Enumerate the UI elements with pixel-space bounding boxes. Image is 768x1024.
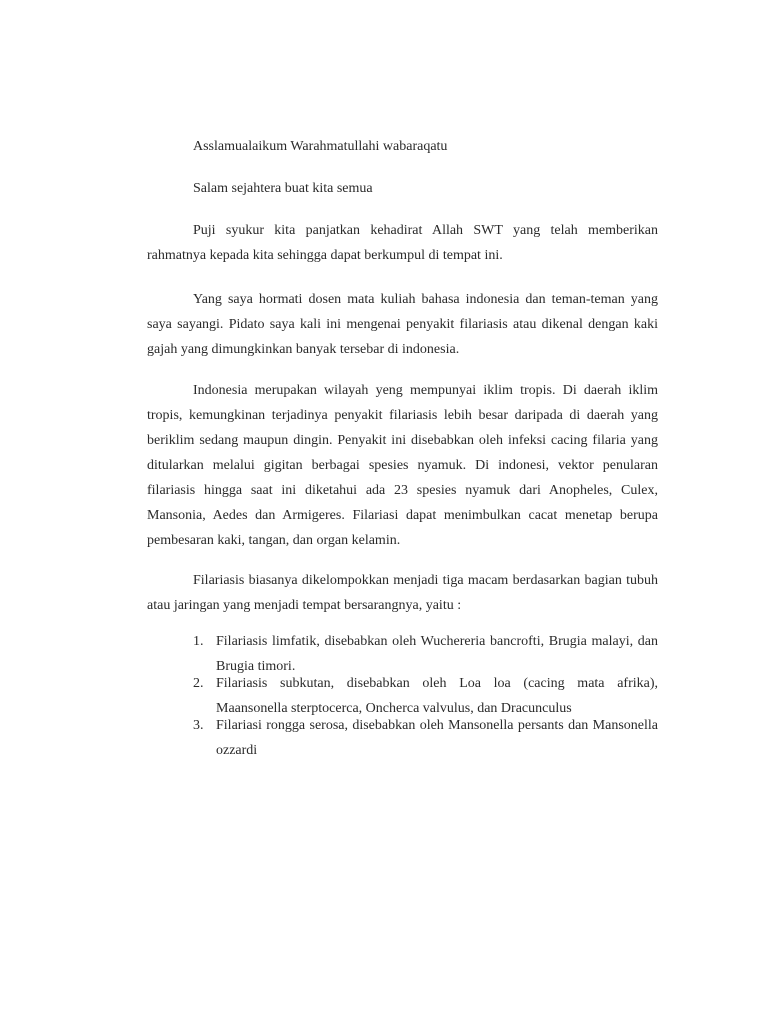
- paragraph-filariasis-types: Filariasis biasanya dikelompokkan menjadi tiga macam berdasarkan bagian tubuh atau jaringan yang menjadi tempat bersarangnya, yaitu :: [147, 573, 658, 613]
- paragraph-indonesia: Indonesia merupakan wilayah yeng mempunyai iklim tropis. Di daerah iklim tropis, kemungkinan terjadinya penyakit filariasis lebih besar daripada di daerah yang beriklim sedang maupun dingin. Penyakit ini disebabkan oleh infeksi cacing filaria yang ditularkan melalui gigitan berbagai spesies nyamuk. Di indonesi, vektor penularan filariasis hingga saat ini diketahui ada 23 spesies nyamuk dari Anopheles, Culex, Mansonia, Aedes dan Armigeres. Filariasi dapat menimbulkan cacat menetap berupa pembesaran kaki, tangan, dan organ kelamin.: [147, 383, 658, 548]
- list-item-text: Filariasi rongga serosa, disebabkan oleh Mansonella persants dan Mansonella ozzardi: [216, 718, 658, 758]
- list-item: [193, 713, 658, 763]
- list-item-number: 2.: [193, 676, 204, 691]
- filariasis-list: [193, 629, 658, 758]
- paragraph-gratitude: Puji syukur kita panjatkan kehadirat Allah SWT yang telah memberikan rahmatnya kepada kita sehingga dapat berkumpul di tempat ini.: [147, 223, 658, 263]
- greeting-line-1: Asslamualaikum Warahmatullahi wabaraqatu: [193, 139, 448, 154]
- list-item-text: Filariasis limfatik, disebabkan oleh Wuchereria bancrofti, Brugia malayi, dan Brugia timori.: [216, 634, 658, 674]
- greeting-line-2: Salam sejahtera buat kita semua: [193, 181, 373, 196]
- list-item-number: 3.: [193, 718, 204, 733]
- list-item-number: 1.: [193, 634, 204, 649]
- paragraph-respect: Yang saya hormati dosen mata kuliah bahasa indonesia dan teman-teman yang saya sayangi. Pidato saya kali ini mengenai penyakit filariasis atau dikenal dengan kaki gajah yang dimungkinkan banyak tersebar di indonesia.: [147, 292, 658, 357]
- list-item-text: Filariasis subkutan, disebabkan oleh Loa loa (cacing mata afrika), Maansonella sterptocerca, Oncherca valvulus, dan Dracunculus: [216, 676, 658, 716]
